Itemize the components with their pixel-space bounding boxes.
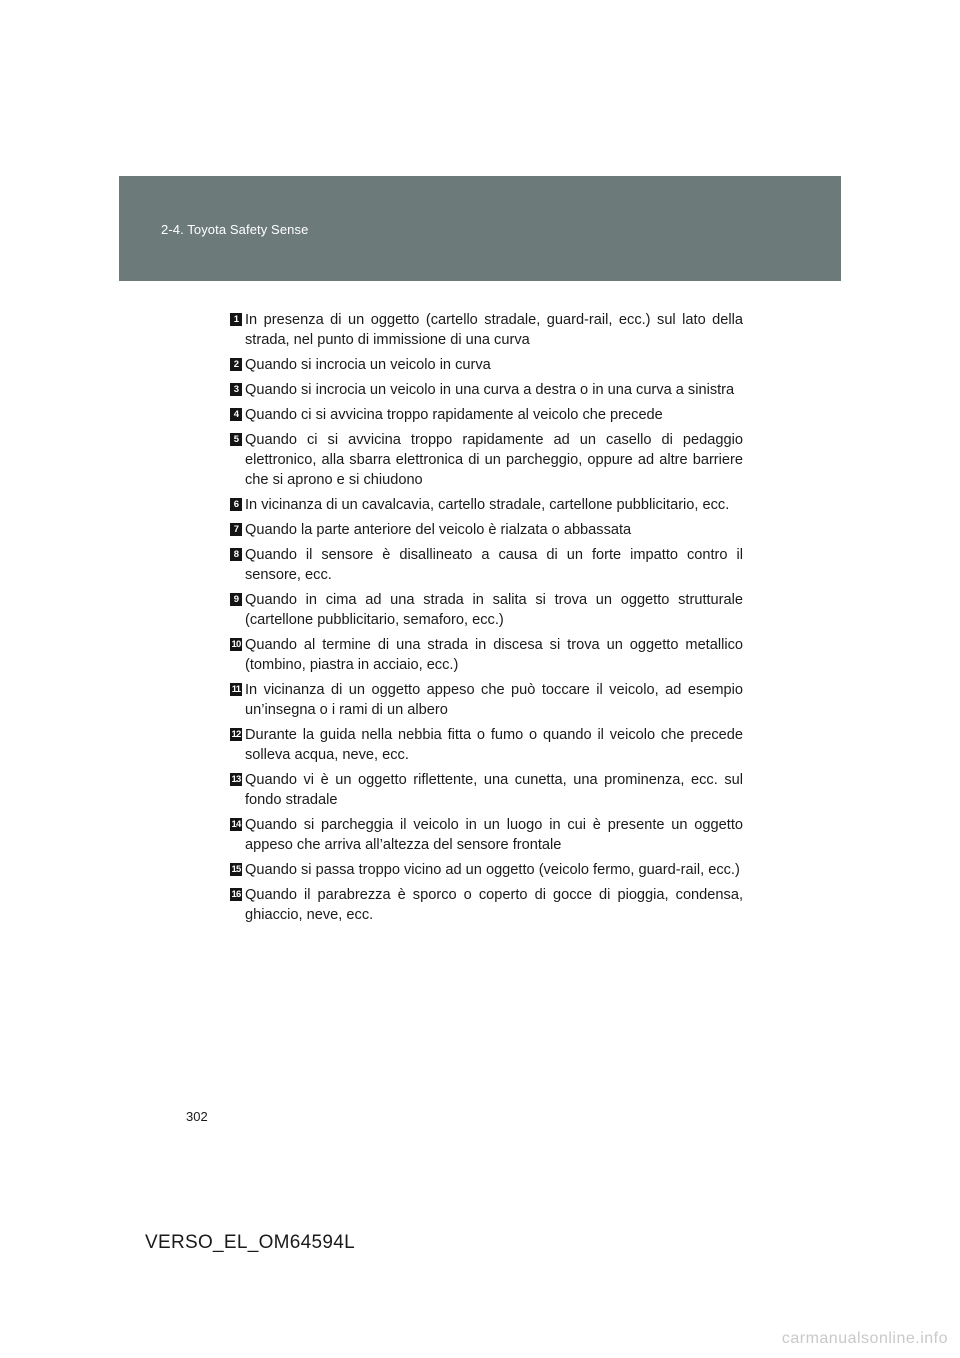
item-number-badge: 16 <box>231 889 241 900</box>
item-number-badge: 13 <box>231 774 241 785</box>
document-code: VERSO_EL_OM64594L <box>145 1232 355 1253</box>
item-number-badge: 5 <box>230 433 242 446</box>
list-item <box>230 310 743 350</box>
list-item <box>230 380 743 400</box>
item-number-badge: 2 <box>230 358 242 371</box>
item-number-badge: 1 <box>230 313 242 326</box>
list-item <box>230 520 743 540</box>
item-text: Quando in cima ad una strada in salita si trova un oggetto strutturale (cartellone pubblicitario, semaforo, ecc.) <box>245 592 743 628</box>
item-text: In vicinanza di un cavalcavia, cartello stradale, cartellone pubblicitario, ecc. <box>245 497 730 513</box>
section-title: 2-4. Toyota Safety Sense <box>161 222 309 237</box>
item-text: Quando si passa troppo vicino ad un oggetto (veicolo fermo, guard-rail, ecc.) <box>245 862 740 878</box>
list-item <box>230 430 743 490</box>
list-item <box>230 770 743 810</box>
item-number-badge: 15 <box>231 864 241 875</box>
section-header-band <box>119 176 841 281</box>
item-number-badge: 4 <box>230 408 242 421</box>
condition-list <box>230 310 743 930</box>
item-text: Quando si incrocia un veicolo in una curva a destra o in una curva a sinistra <box>245 382 735 398</box>
list-item <box>230 680 743 720</box>
page-number: 302 <box>186 1109 208 1124</box>
item-number-badge: 12 <box>231 729 241 740</box>
item-number-badge: 8 <box>230 548 242 561</box>
item-text: Quando vi è un oggetto riflettente, una cunetta, una prominenza, ecc. sul fondo stradale <box>245 772 743 808</box>
list-item <box>230 635 743 675</box>
item-text: Quando il sensore è disallineato a causa di un forte impatto contro il sensore, ecc. <box>245 547 743 583</box>
item-text: Quando ci si avvicina troppo rapidamente al veicolo che precede <box>245 407 663 423</box>
item-number-badge: 9 <box>230 593 242 606</box>
watermark-text: carmanualsonline.info <box>781 1330 948 1347</box>
item-text: Quando ci si avvicina troppo rapidamente ad un casello di pedaggio elettronico, alla sbarra elettronica di un parcheggio, oppure ad altre barriere che si aprono e si chiudono <box>245 432 743 488</box>
item-text: Quando si incrocia un veicolo in curva <box>245 357 491 373</box>
item-text: Quando al termine di una strada in discesa si trova un oggetto metallico (tombino, piastra in acciaio, ecc.) <box>245 637 743 673</box>
list-item <box>230 355 743 375</box>
list-item <box>230 725 743 765</box>
item-number-badge: 6 <box>230 498 242 511</box>
list-item <box>230 885 743 925</box>
item-number-badge: 3 <box>230 383 242 396</box>
list-item <box>230 815 743 855</box>
item-number-badge: 11 <box>231 684 241 695</box>
item-text: In vicinanza di un oggetto appeso che può toccare il veicolo, ad esempio un’insegna o i rami di un albero <box>245 682 743 718</box>
list-item <box>230 405 743 425</box>
item-number-badge: 14 <box>231 819 241 830</box>
list-item <box>230 495 743 515</box>
list-item <box>230 860 743 880</box>
item-text: Quando la parte anteriore del veicolo è rialzata o abbassata <box>245 522 632 538</box>
list-item <box>230 545 743 585</box>
list-item <box>230 590 743 630</box>
item-number-badge: 10 <box>231 639 241 650</box>
item-number-badge: 7 <box>230 523 242 536</box>
item-text: In presenza di un oggetto (cartello stradale, guard-rail, ecc.) sul lato della strada, nel punto di immissione di una curva <box>245 312 743 348</box>
item-text: Durante la guida nella nebbia fitta o fumo o quando il veicolo che precede solleva acqua, neve, ecc. <box>245 727 743 763</box>
item-text: Quando si parcheggia il veicolo in un luogo in cui è presente un oggetto appeso che arriva all’altezza del sensore frontale <box>245 817 743 853</box>
item-text: Quando il parabrezza è sporco o coperto di gocce di pioggia, condensa, ghiaccio, neve, ecc. <box>245 887 743 923</box>
